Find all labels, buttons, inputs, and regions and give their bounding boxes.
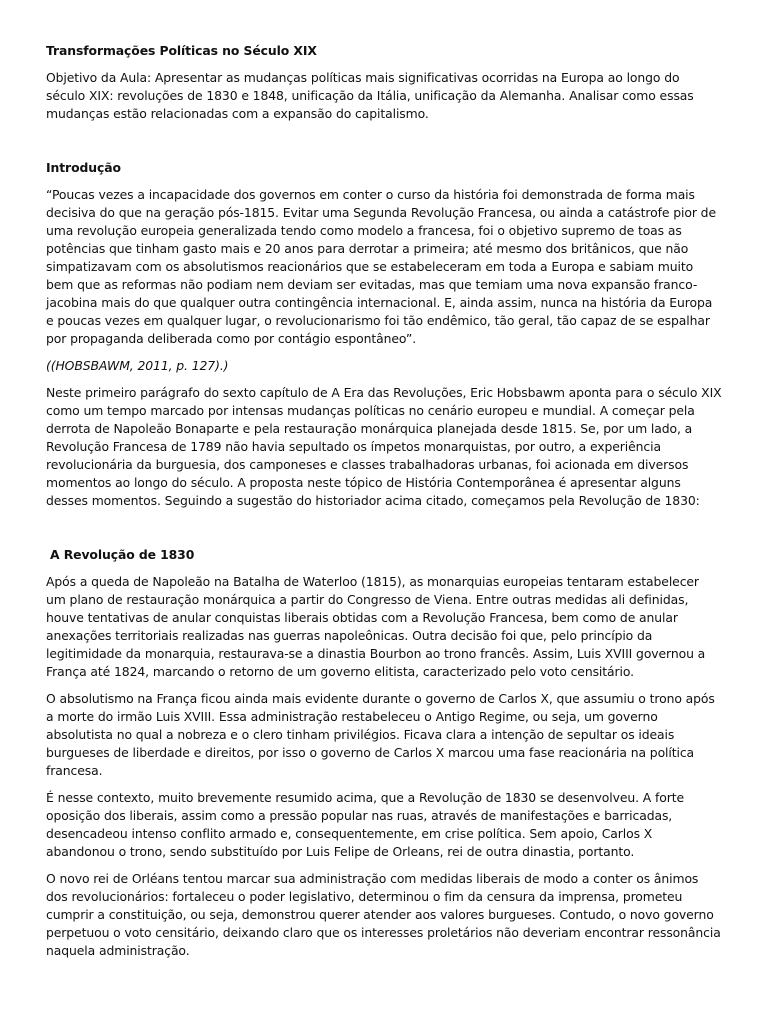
intro-paragraph: Neste primeiro parágrafo do sexto capítulo de A Era das Revoluções, Eric Hobsbawm aponta para o século XIX como um tempo marcado por intensas mudanças políticas no cenário europeu e mundial. A começar pela derrota de Napoleão Bonaparte e pela restauração monárquica planejada desde 1815. Se, por um lado, a Revolução Francesa de 1789 não havia sepultado os ímpetos monarquistas, por outro, a experiência revolucionária da burguesia, dos camponeses e classes trabalhadoras urbanas, foi acionada em diversos momentos ao longo do século. A proposta neste tópico de História Contemporânea é apresentar alguns desses momentos. Seguindo a sugestão do historiador acima citado, começamos pela Revolução de 1830: [46, 385, 722, 508]
revolution-1830-paragraph: O absolutismo na França ficou ainda mais evidente durante o governo de Carlos X, que assumiu o trono após a morte do irmão Luis XVIII. Essa administração restabeleceu o Antigo Regime, ou seja, um governo absolutista no qual a nobreza e o clero tinham privilégios. Ficava clara a intenção de sepultar os ideais burgueses de liberdade e direitos, por isso o governo de Carlos X marcou uma fase reacionária na política francesa. [46, 691, 715, 778]
revolution-1830-heading: A Revolução de 1830 [50, 547, 195, 562]
document-title: Transformações Políticas no Século XIX [46, 43, 317, 58]
section-spacer [46, 519, 722, 546]
section-spacer [46, 132, 722, 159]
revolution-1830-paragraph: Após a queda de Napoleão na Batalha de Waterloo (1815), as monarquias europeias tentaram estabelecer um plano de restauração monárquica a partir do Congresso de Viena. Entre outras medidas ali definidas, houve tentativas de anular conquistas liberais obtidas com a Revolução Francesa, bem como de anular anexações territoriais realizadas nas guerras napoleônicas. Outra decisão foi que, pelo princípio da legitimidade da monarquia, restaurava-se a dinastia Bourbon ao trono francês. Assim, Luis XVIII governou a França até 1824, marcando o retorno de um governo elitista, caracterizado pelo voto censitário. [46, 574, 706, 679]
lesson-objective: Objetivo da Aula: Apresentar as mudanças políticas mais significativas ocorridas na Europa ao longo do século XIX: revoluções de 1830 e 1848, unificação da Itália, unificação da Alemanha. Analisar como essas mudanças estão relacionadas com a expansão do capitalismo. [46, 70, 694, 121]
intro-heading: Introdução [46, 160, 121, 175]
revolution-1830-paragraph: O novo rei de Orléans tentou marcar sua administração com medidas liberais de modo a conter os ânimos dos revolucionários: fortaleceu o poder legislativo, determinou o fim da censura da imprensa, prometeu cumprir a constituição, ou seja, demonstrou querer atender aos valores burgueses. Contudo, o novo governo perpetuou o voto censitário, deixando claro que os interesses proletários não deveriam encontrar ressonância naquela administração. [46, 871, 721, 958]
revolution-1830-paragraph: É nesse contexto, muito brevemente resumido acima, que a Revolução de 1830 se desenvolveu. A forte oposição dos liberais, assim como a pressão popular nas ruas, através de manifestações e barricadas, desencadeou intenso conflito armado e, consequentemente, em crise política. Sem apoio, Carlos X abandonou o trono, sendo substituído por Luis Felipe de Orleans, rei de outra dinastia, portanto. [46, 790, 685, 859]
intro-quote: “Poucas vezes a incapacidade dos governos em conter o curso da história foi demonstrada de forma mais decisiva do que na geração pós-1815. Evitar uma Segunda Revolução Francesa, ou ainda a catástrofe pior de uma revolução europeia generalizada tendo como modelo a francesa, foi o objetivo supremo de toas as potências que tinham gasto mais e 20 anos para derrotar a primeira; até mesmo dos britânicos, que não simpatizavam com os absolutismos reacionários que se estabeleceram em toda a Europa e sabiam muito bem que as reformas não podiam nem deviam ser evitadas, mas que temiam uma nova expansão franco-jacobina mais do que qualquer outra contingência internacional. E, ainda assim, nunca na história da Europa e poucas vezes em qualquer lugar, o revolucionarismo foi tão endêmico, tão geral, tão capaz de se espalhar por propaganda deliberada como por contágio espontâneo”. [46, 187, 716, 346]
quote-citation: ((HOBSBAWM, 2011, p. 127).) [46, 358, 229, 373]
